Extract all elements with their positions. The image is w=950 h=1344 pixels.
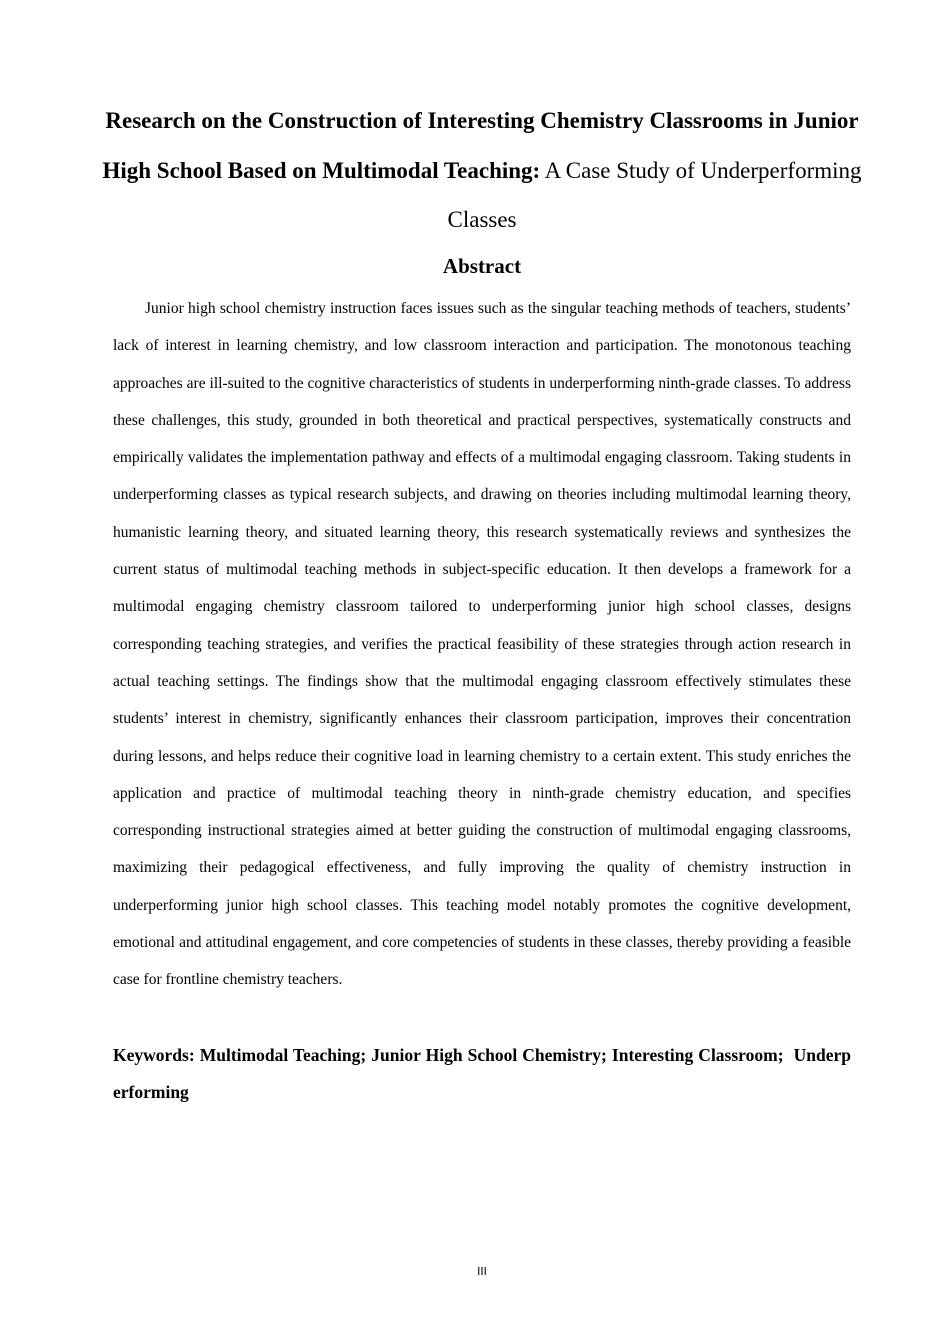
keyword-item: Multimodal Teaching; — [199, 1045, 367, 1065]
keywords-line — [113, 1037, 851, 1111]
abstract-heading: Abstract — [442, 254, 522, 278]
title-subtitle: A Case Study of Underperforming Classes — [447, 157, 862, 232]
keyword-item: Junior High School Chemistry; — [371, 1045, 607, 1065]
abstract-body: Junior high school chemistry instruction faces issues such as the singular teaching methods of teachers, students’ lack of interest in learning chemistry, and low classroom interaction and participation. The monotonous teaching approaches are ill-suited to the cognitive characteristics of students in underperforming ninth-grade classes. To address these challenges, this study, grounded in both theoretical and practical perspectives, systematically constructs and empirically validates the implementation pathway and effects of a multimodal engaging classroom. Taking students in underperforming classes as typical research subjects, and drawing on theories including multimodal learning theory, humanistic learning theory, and situated learning theory, this research systematically reviews and synthesizes the current status of multimodal teaching methods in subject-specific education. It then develops a framework for a multimodal engaging chemistry classroom tailored to underperforming junior high school classes, designs corresponding teaching strategies, and verifies the practical feasibility of these strategies through action research in actual teaching settings. The findings show that the multimodal engaging classroom effectively stimulates these students’ interest in chemistry, significantly enhances their classroom participation, improves their concentration during lessons, and helps reduce their cognitive load in learning chemistry to a certain extent. This study enriches the application and practice of multimodal teaching theory in ninth-grade chemistry education, and specifies corresponding instructional strategies aimed at better guiding the construction of multimodal engaging classrooms, maximizing their pedagogical effectiveness, and fully improving the quality of chemistry instruction in underperforming junior high school classes. This teaching model notably promotes the cognitive development, emotional and attitudinal engagement, and core competencies of students in these classes, thereby providing a feasible case for frontline chemistry teachers. — [113, 300, 851, 989]
title-main: Research on the Construction of Interesting Chemistry Classrooms in Junior High School Based on Multimodal Teaching: — [102, 108, 859, 183]
paper-title — [100, 96, 864, 245]
keyword-item: Interesting Classroom; — [611, 1045, 784, 1065]
keyword-item: Underperforming — [113, 1045, 852, 1102]
page-number: III — [477, 1265, 487, 1278]
keywords-label: Keywords: — [113, 1045, 195, 1065]
